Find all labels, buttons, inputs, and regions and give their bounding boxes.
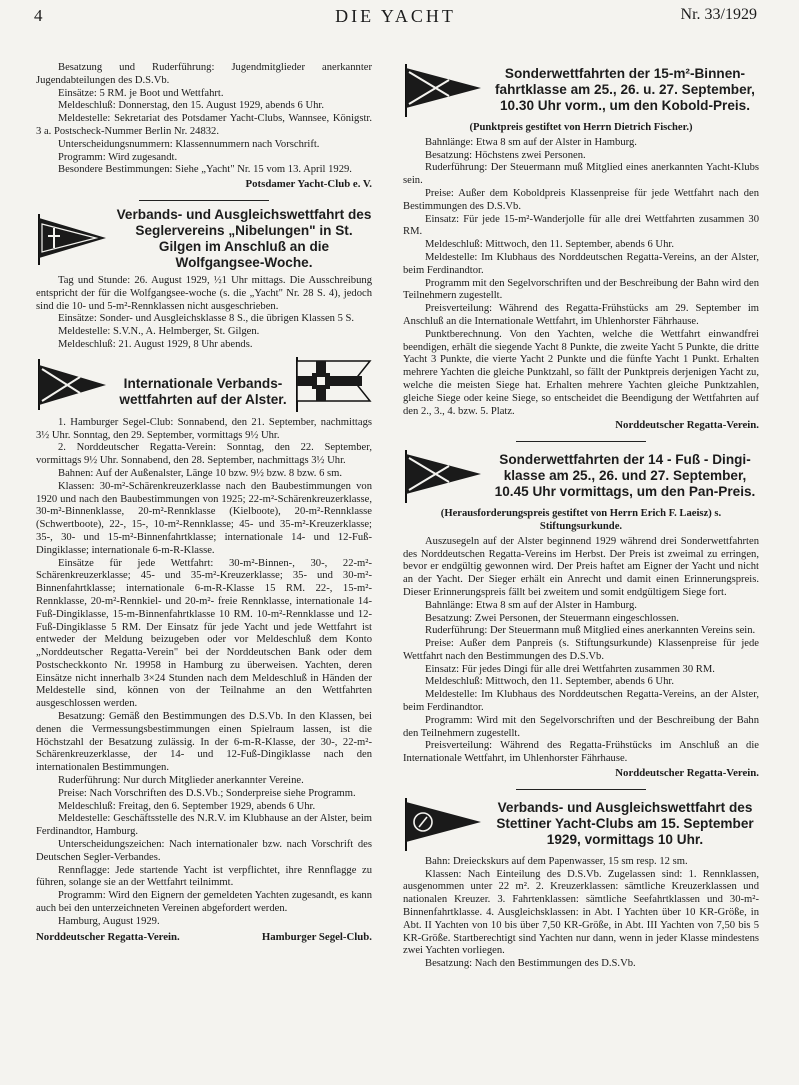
paragraph: Meldeschluß: Mittwoch, den 11. September, abends 6 Uhr. <box>425 239 674 251</box>
paragraph: 1. Hamburger Segel-Club: Sonnabend, den 21. September, nachmittags 3½ Uhr. Sonntag, den 29. September, vormittags 9½ Uhr. <box>36 416 372 441</box>
paragraph: Meldestelle: Im Klubhaus des Norddeutschen Regatta-Vereins, an der Alster, beim Ferdinandtor. <box>403 251 759 276</box>
paragraph: Tag und Stunde: 26. August 1929, ½1 Uhr mittags. Die Ausschreibung entspricht der für die Wolfgangsee-woche (s. die „Yacht" Nr. 28 S. 4), jedoch sind die 10- und 5-m²-Rennklassen nicht ausgeschrieben. <box>36 274 372 312</box>
paragraph: Meldestelle: Geschäftsstelle des N.R.V. im Klubhause an der Alster, beim Ferdinandtor, Hamburg. <box>36 813 372 838</box>
pennant-nibelungen-icon <box>36 212 108 266</box>
club-signature: Norddeutscher Regatta-Verein. <box>36 930 180 943</box>
issue-number: Nr. 33/1929 <box>680 6 757 23</box>
paragraph: Ruderführung: Nur durch Mitglieder anerkannter Vereine. <box>58 775 304 787</box>
paragraph: Meldestelle: Sekretariat des Potsdamer Yacht-Clubs, Wannsee, Königstr. 3 a. Postscheck-Nummer Berlin Nr. 24832. <box>36 113 372 137</box>
paragraph: Hamburg, August 1929. <box>58 915 160 927</box>
paragraph: Besatzung und Ruderführung: Jugendmitglieder anerkannter Jugendabteilungen des D.S.Vb. <box>36 62 372 86</box>
paragraph: Klassen: 30-m²-Schärenkreuzerklasse nach den Baubestimmungen von 1920 und nach den Baubestimmungen von 1925; 22-m²-Schärenkreuzerklasse, 30-m²-Binnenklasse, 20-m²-Rennklasse (Kielboote), 20-m²-Rennklasse (Schwertboote), 22-, 15-, 10-m²-Rennklasse; 45- und 35-m²-Kreuzerklasse; 35-, 30- und 15-m²-Binnenfahrtklasse; internationale 14- und 12-Fuß-Dingiklasse; internationale 6-m-R-Klasse. <box>36 480 372 556</box>
paragraph: Einsätze: Sonder- und Ausgleichsklasse 8 S., die übrigen Klassen 5 S. <box>58 313 355 325</box>
pennant-nrv-icon <box>36 357 108 411</box>
section-title: Verbands- und Ausgleichswettfahrt des Stettiner Yacht-Clubs am 15. September 1929, vormittags 10 Uhr. <box>496 799 754 847</box>
paragraph: Programm: Wird mit den Segelvorschriften und der Beschreibung der Bahn den Teilnehmern zugestellt. <box>403 714 759 739</box>
section-heading-kobold <box>403 62 759 118</box>
paragraph: Einsatz: Für jedes Dingi für alle drei Wettfahrten zusammen 30 RM. <box>425 663 715 675</box>
paragraph: Programm mit den Segelvorschriften und der Beschreibung der Bahn wird den Teilnehmern zugestellt. <box>403 277 759 302</box>
section-subtitle: (Herausforderungspreis gestiftet von Herrn Erich F. Laeisz) s. Stiftungsurkunde. <box>440 508 722 532</box>
intro-block <box>36 62 372 191</box>
paragraph: Preisverteilung: Während des Regatta-Frühstücks im Anschluß an die Internationale Wettfahrt, im Uhlenhorster Fährhause. <box>403 740 759 765</box>
paragraph: Besatzung: Höchstens zwei Personen. <box>425 149 586 161</box>
pennant-stettin-icon <box>403 796 483 852</box>
paragraph: Preise: Außer dem Panpreis (s. Stiftungsurkunde) Klassenpreise für jede Wettfahrt nach den Bestimmungen des D.S.Vb. <box>403 638 759 662</box>
section-title: Internationale Verbands-wettfahrten auf der Alster. <box>119 375 287 407</box>
paragraph: Programm: Wird den Eignern der gemeldeten Yachten zugesandt, es kann auch bei den unterzeichneten Vereinen abgefordert werden. <box>36 890 372 915</box>
club-signature: Hamburger Segel-Club. <box>261 930 372 943</box>
paragraph: Punktberechnung. Von den Yachten, welche die Wettfahrt einwandfrei beendigen, erhält die siegende Yacht 8 Punkte, die zweite Yacht 5 Punkte, die dritte Yacht 3 Punkte, die vierte Yacht 2 Punkte und die fünfte Yacht 1 Punkt. Erhalten mehrere Yachten die gleiche Punktzahl, so fällt der Punktpreis derjenigen Yacht zu, welche die meisten Siege hat. Erhalten mehrere Yachten gleiche Punktzahlen, gleiche Siege oder keine Siege, so entscheidet die Beendigung der Wettfahrten auf den 2., 3., 4. bzw. 5. Platz. <box>403 328 759 417</box>
club-signature: Potsdamer Yacht-Club e. V. <box>245 178 372 191</box>
paragraph: Meldeschluß: Freitag, den 6. September 1929, abends 6 Uhr. <box>58 800 316 812</box>
paragraph: Preise: Nach Vorschriften des D.S.Vb.; Sonderpreise siehe Programm. <box>58 787 356 799</box>
section-title: Sonderwettfahrten der 15-m²-Binnen-fahrtklasse am 25., 26. u. 27. September, 10.30 Uhr vorm., um den Kobold-Preis. <box>495 66 755 113</box>
paragraph: Meldeschluß: Mittwoch, den 11. September, abends 6 Uhr. <box>425 676 674 688</box>
section-divider <box>516 441 646 442</box>
paragraph: Einsatz: Für jede 15-m²-Wanderjolle für alle drei Wettfahrten zusammen 30 RM. <box>403 213 759 238</box>
paragraph: Klassen: Nach Einteilung des D.S.Vb. Zugelassen sind: 1. Rennklassen, ausgenommen unter 22 m². 2. Kreuzerklassen: sämtliche Kreuzerklassen und nationalen Kreuzer. 3. Fahrtenklassen: sämtliche Seefahrtklassen und 30-m²-Binnenfahrtklasse. 4. Ausgleichsklassen: in Abt. I Yachten über 10 KR-Größe, in Abt. II Yachten von 10 bis über 7,50 KR-Größe, in Abt. III Yachten von 7,50 bis 5 KR-Größe. Startberechtigt sind Yachten nur dann, wenn in jeder Klasse mindestens zwei Yachten vorliegen. <box>403 868 759 957</box>
paragraph: Besatzung: Gemäß den Bestimmungen des D.S.Vb. In den Klassen, bei denen die Vermessungsbestimmungen einen Spielraum lassen, ist die Höchstzahl der Besatzung zulässig. In der 6-m-R-Klasse, der 30-, 22-m²-Schärenkreuzerklasse, der 14- und 12-Fuß-Dingiklasse nach den internationalen Bestimmungen. <box>36 711 372 774</box>
section-heading-alster <box>36 355 372 413</box>
section-title: Sonderwettfahrten der 14 - Fuß - Dingi-klasse am 25., 26. und 27. September, 10.45 Uhr vormittags, um den Pan-Preis. <box>494 452 756 500</box>
page-header <box>34 6 757 28</box>
paragraph: Meldestelle: S.V.N., A. Helmberger, St. Gilgen. <box>58 326 260 338</box>
page-number: 4 <box>34 6 43 25</box>
paragraph: Bahnlänge: Etwa 8 sm auf der Alster in Hamburg. <box>425 136 637 148</box>
pennant-nrv-icon <box>403 62 483 118</box>
paragraph: Bahnen: Auf der Außenalster, Länge 10 bzw. 9½ bzw. 8 bzw. 6 sm. <box>58 467 343 479</box>
running-title: DIE YACHT <box>335 6 456 26</box>
paragraph: Preise: Außer dem Koboldpreis Klassenpreise für jede Wettfahrt nach den Bestimmungen des D.S.Vb. <box>403 187 759 212</box>
left-column <box>36 62 372 943</box>
section-title: Verbands- und Ausgleichswettfahrt des Seglervereins „Nibelungen" in St. Gilgen im Anschluß an die Wolfgangsee-Woche. <box>116 206 372 270</box>
burgee-hsc-icon <box>294 355 372 413</box>
paragraph: Einsätze für jede Wettfahrt: 30-m²-Binnen-, 30-, 22-m²-Schärenkreuzerklasse; 45- und 35-m²-Kreuzerklasse; 35- und 30-m²-Binnenfahrtklasse; internationale 6-m-R-Klasse 15 RM. 22-, 15-m²-Rennklasse, 20-m²-Rennkiel- und 20-m²- freie Rennklasse, internationale 14-Fuß-Dingiklasse, 15-m-Binnenfahrtklasse 10 RM. 10-m²-Rennklasse und 12-Fuß-Dingiklasse 5 RM. Der Einsatz für jede Yacht und jede Wettfahrt ist entweder der Meldung beizugeben oder vor Meldeschluß dem Konto „Norddeutscher Regatta-Verein" bei der Norddeutschen Bank oder dem Postscheckkonto Nr. 19958 in Hamburg zu überweisen. Yachten, deren Einsätze nicht innerhalb 3×24 Stunden nach dem Meldeschluß in Händen der Meldestelle sind, können von der Teilnahme an den Wettfahrten ausgeschlossen werden. <box>36 557 372 710</box>
section-divider <box>516 789 646 790</box>
paragraph: Meldeschluß: Donnerstag, den 15. August 1929, abends 6 Uhr. <box>58 100 324 112</box>
club-signature: Norddeutscher Regatta-Verein. <box>615 767 759 780</box>
paragraph: Rennflagge: Jede startende Yacht ist verpflichtet, ihre Rennflagge zu führen, solange sie an der Wettfahrt teilnimmt. <box>36 864 372 889</box>
pennant-nrv-icon <box>403 448 483 504</box>
section-heading-pan <box>403 448 759 504</box>
paragraph: 2. Norddeutscher Regatta-Verein: Sonntag, den 22. September, vormittags 9½ Uhr. Sonnabend, den 28. September, nachmittags 3½ Uhr. <box>36 442 372 467</box>
section-heading-nibelungen <box>36 207 372 271</box>
paragraph: Besondere Bestimmungen: Siehe „Yacht" Nr. 15 vom 13. April 1929. <box>58 164 352 176</box>
paragraph: Meldestelle: Im Klubhaus des Norddeutschen Regatta-Vereins, an der Alster, beim Ferdinandtor. <box>403 689 759 714</box>
paragraph: Bahnlänge: Etwa 8 sm auf der Alster in Hamburg. <box>425 599 637 611</box>
paragraph: Besatzung: Zwei Personen, der Steuermann eingeschlossen. <box>425 612 679 624</box>
paragraph: Besatzung: Nach den Bestimmungen des D.S.Vb. <box>425 958 636 970</box>
paragraph: Einsätze: 5 RM. je Boot und Wettfahrt. <box>58 87 224 99</box>
paragraph: Unterscheidungszeichen: Nach internationaler bzw. nach Vorschrift des Deutschen Segler-Verbandes. <box>36 839 372 863</box>
section-subtitle: (Punktpreis gestiftet von Herrn Dietrich Fischer.) <box>469 122 693 133</box>
right-column <box>403 62 759 971</box>
paragraph: Preisverteilung: Während des Regatta-Frühstücks am 29. September im Anschluß an die Internationale Wettfahrt, im Uhlenhorster Fährhause. <box>403 303 759 327</box>
paragraph: Meldeschluß: 21. August 1929, 8 Uhr abends. <box>58 338 253 350</box>
section-divider <box>139 200 269 201</box>
paragraph: Bahn: Dreieckskurs auf dem Papenwasser, 15 sm resp. 12 sm. <box>425 855 688 867</box>
paragraph: Ruderführung: Der Steuermann muß Mitglied eines anerkannten Yacht-Klubs sein. <box>403 162 759 187</box>
paragraph: Programm: Wird zugesandt. <box>58 151 178 163</box>
club-signature: Norddeutscher Regatta-Verein. <box>615 419 759 432</box>
section-heading-stettin <box>403 796 759 852</box>
paragraph: Ruderführung: Der Steuermann muß Mitglied eines anerkannten Vereins sein. <box>425 625 756 637</box>
paragraph: Unterscheidungsnummern: Klassennummern nach Vorschrift. <box>58 138 320 150</box>
paragraph: Auszusegeln auf der Alster beginnend 1929 während drei Sonderwettfahrten des Norddeutschen Regatta-Vereins im Herbst. Der Preis ist zweimal zu erringen, bevor er endgültig gewonnen wird. Der Preis haftet am Eigner der Yacht und nicht an der Yacht. Der Sieger erhält ein Anrecht und damit einen Erinnerungspreis. Dieser Erinnerungspreis fällt bei zweitem und somit endgültigem Siege fort. <box>403 535 759 598</box>
joint-signature <box>36 931 372 944</box>
